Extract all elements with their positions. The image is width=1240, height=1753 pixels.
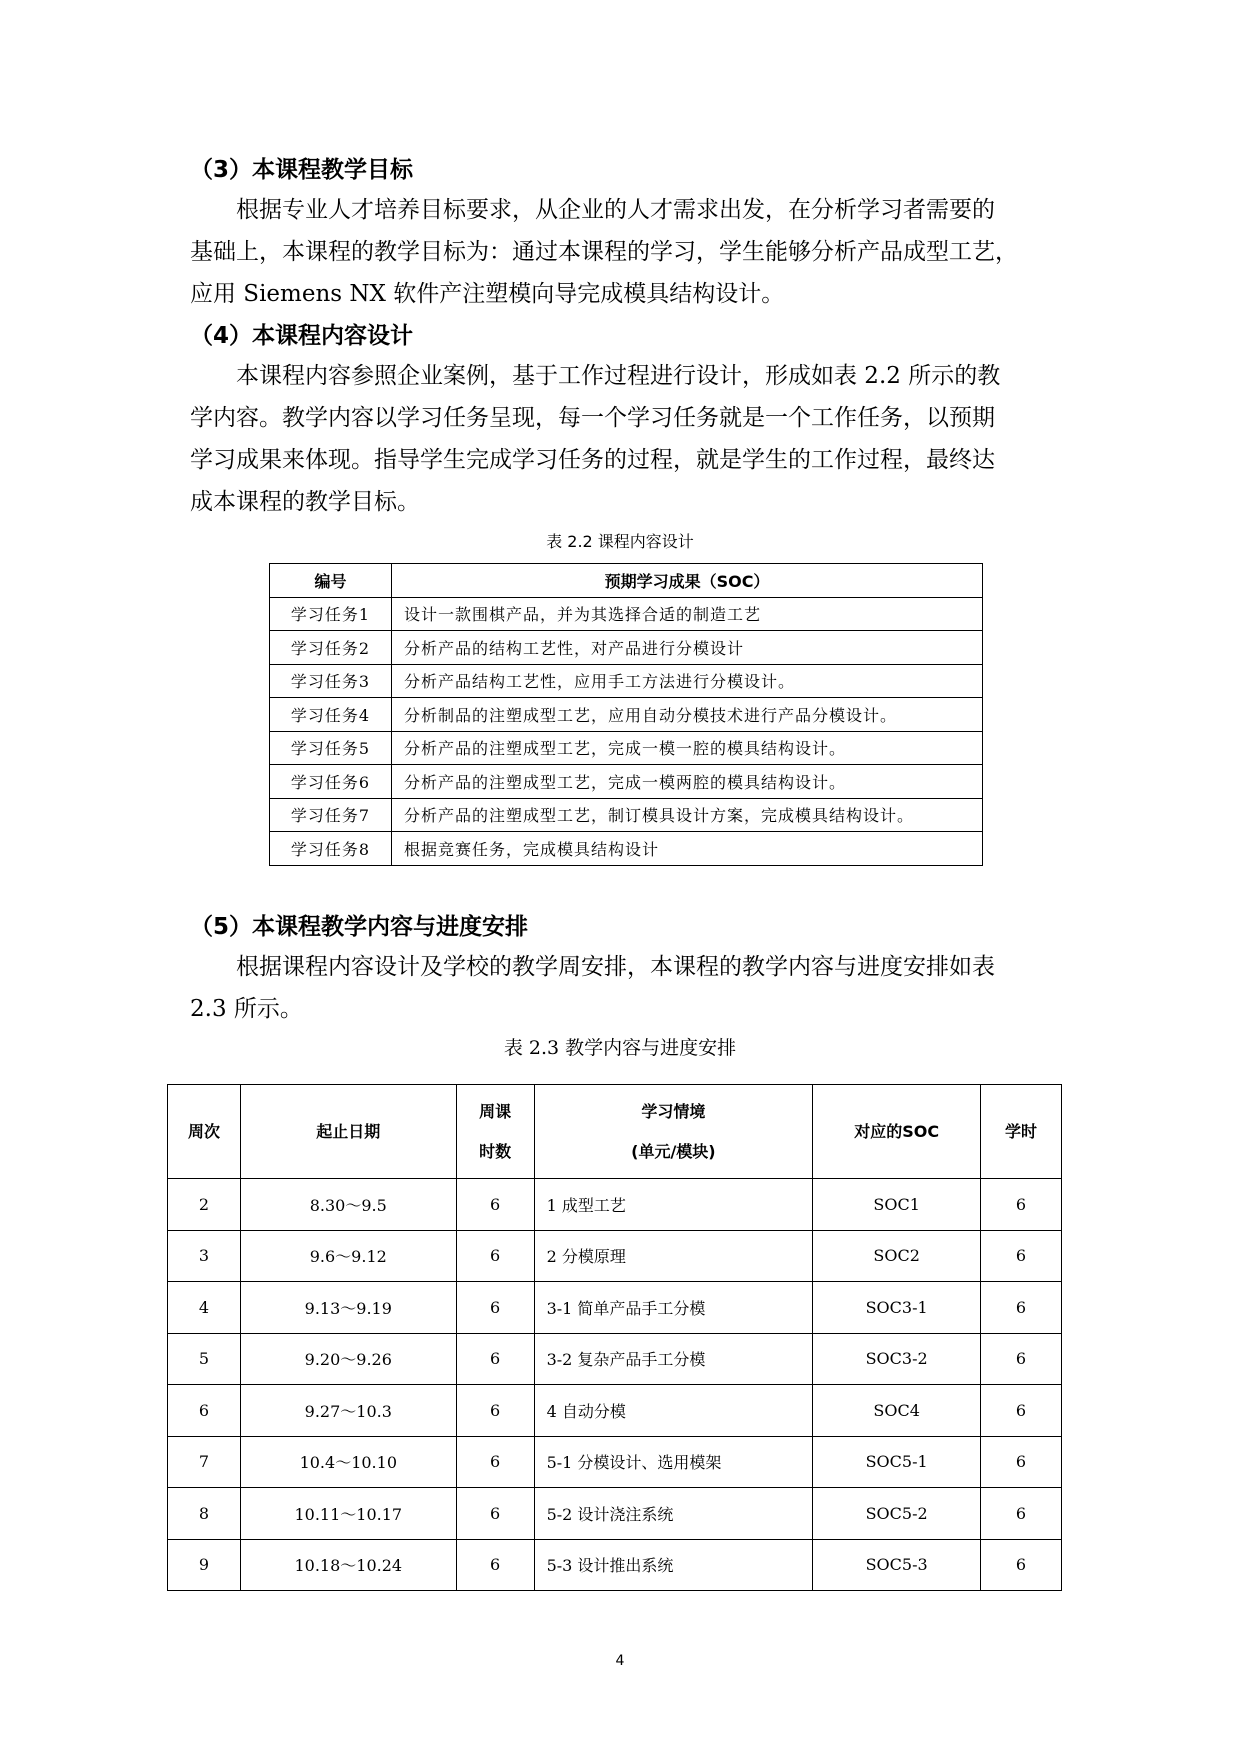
dates-cell: 10.18～10.24	[240, 1539, 456, 1591]
credit-cell: 6	[981, 1230, 1062, 1282]
column-header-number: 编号	[270, 564, 392, 598]
table-row	[270, 631, 983, 665]
situation-cell: 1 成型工艺	[534, 1179, 813, 1231]
table-row	[270, 664, 983, 698]
credit-cell: 6	[981, 1282, 1062, 1334]
hours-cell: 6	[456, 1436, 534, 1488]
table-caption-2-3: 表 2.3 教学内容与进度安排	[503, 1037, 737, 1059]
header-line: 学习情境	[641, 1101, 706, 1121]
section-heading-schedule: （5）本课程教学内容与进度安排	[190, 914, 529, 940]
dates-cell: 10.11～10.17	[240, 1488, 456, 1540]
paragraph-line: 成本课程的教学目标。	[190, 489, 420, 515]
soc-cell: SOC2	[813, 1230, 981, 1282]
table-row	[168, 1282, 1062, 1334]
task-id-cell: 学习任务8	[270, 832, 392, 866]
hours-cell: 6	[456, 1488, 534, 1540]
task-id-cell: 学习任务4	[270, 698, 392, 732]
credit-cell: 6	[981, 1488, 1062, 1540]
paragraph-schedule	[190, 946, 1065, 1030]
soc-cell: 分析产品结构工艺性，应用手工方法进行分模设计。	[392, 664, 983, 698]
table-row	[168, 1179, 1062, 1231]
section-heading-teaching-goals: （3）本课程教学目标	[190, 157, 414, 183]
table-header-row	[168, 1085, 1062, 1179]
dates-cell: 10.4～10.10	[240, 1436, 456, 1488]
header-line: (单元/模块)	[631, 1141, 716, 1161]
task-id-cell: 学习任务2	[270, 631, 392, 665]
week-cell: 6	[168, 1385, 241, 1437]
soc-cell: 根据竞赛任务，完成模具结构设计	[392, 832, 983, 866]
soc-cell: 分析产品的注塑成型工艺，完成一模两腔的模具结构设计。	[392, 765, 983, 799]
column-header-situation	[534, 1085, 813, 1179]
schedule-table	[167, 1084, 1062, 1591]
table-row	[168, 1230, 1062, 1282]
table-row	[168, 1385, 1062, 1437]
week-cell: 7	[168, 1436, 241, 1488]
table-row	[168, 1436, 1062, 1488]
week-cell: 5	[168, 1333, 241, 1385]
table-row	[270, 832, 983, 866]
table-row	[168, 1539, 1062, 1591]
task-id-cell: 学习任务5	[270, 731, 392, 765]
paragraph-line: 2.3 所示。	[190, 996, 303, 1022]
paragraph-line: 根据专业人才培养目标要求，从企业的人才需求出发，在分析学习者需要的	[190, 197, 995, 223]
paragraph-line: 基础上，本课程的教学目标为：通过本课程的学习，学生能够分析产品成型工艺，	[190, 239, 1018, 265]
paragraph-line: 应用 Siemens NX 软件产注塑模向导完成模具结构设计。	[190, 281, 785, 307]
hours-cell: 6	[456, 1333, 534, 1385]
hours-cell: 6	[456, 1539, 534, 1591]
soc-cell: 分析产品的结构工艺性，对产品进行分模设计	[392, 631, 983, 665]
credit-cell: 6	[981, 1539, 1062, 1591]
table-caption-2-2: 表 2.2 课程内容设计	[546, 532, 694, 551]
task-id-cell: 学习任务3	[270, 664, 392, 698]
soc-cell: SOC1	[813, 1179, 981, 1231]
table-row	[270, 731, 983, 765]
column-header-dates: 起止日期	[240, 1085, 456, 1179]
dates-cell: 9.27～10.3	[240, 1385, 456, 1437]
credit-cell: 6	[981, 1385, 1062, 1437]
soc-cell: SOC3-1	[813, 1282, 981, 1334]
credit-cell: 6	[981, 1179, 1062, 1231]
paragraph-line: 学习成果来体现。指导学生完成学习任务的过程，就是学生的工作过程，最终达	[190, 447, 995, 473]
dates-cell: 8.30～9.5	[240, 1179, 456, 1231]
credit-cell: 6	[981, 1436, 1062, 1488]
table-header-row	[270, 564, 983, 598]
paragraph-teaching-goals	[190, 189, 1065, 315]
week-cell: 2	[168, 1179, 241, 1231]
week-cell: 9	[168, 1539, 241, 1591]
soc-cell: SOC5-2	[813, 1488, 981, 1540]
soc-cell: 分析制品的注塑成型工艺，应用自动分模技术进行产品分模设计。	[392, 698, 983, 732]
paragraph-line: 学内容。教学内容以学习任务呈现，每一个学习任务就是一个工作任务，以预期	[190, 405, 995, 431]
column-header-soc: 预期学习成果（SOC）	[392, 564, 983, 598]
situation-cell: 3-2 复杂产品手工分模	[534, 1333, 813, 1385]
column-header-credit-hours: 学时	[981, 1085, 1062, 1179]
task-id-cell: 学习任务1	[270, 597, 392, 631]
week-cell: 8	[168, 1488, 241, 1540]
dates-cell: 9.6～9.12	[240, 1230, 456, 1282]
hours-cell: 6	[456, 1230, 534, 1282]
dates-cell: 9.20～9.26	[240, 1333, 456, 1385]
table-row	[168, 1488, 1062, 1540]
situation-cell: 2 分模原理	[534, 1230, 813, 1282]
dates-cell: 9.13～9.19	[240, 1282, 456, 1334]
task-id-cell: 学习任务6	[270, 765, 392, 799]
paragraph-line: 根据课程内容设计及学校的教学周安排，本课程的教学内容与进度安排如表	[190, 954, 995, 980]
credit-cell: 6	[981, 1333, 1062, 1385]
soc-cell: SOC5-1	[813, 1436, 981, 1488]
header-line: 时数	[479, 1141, 512, 1161]
soc-cell: SOC3-2	[813, 1333, 981, 1385]
table-row	[270, 765, 983, 799]
table-row	[270, 798, 983, 832]
page-number: 4	[615, 1653, 625, 1669]
situation-cell: 4 自动分模	[534, 1385, 813, 1437]
situation-cell: 5-3 设计推出系统	[534, 1539, 813, 1591]
soc-cell: 设计一款围棋产品，并为其选择合适的制造工艺	[392, 597, 983, 631]
week-cell: 3	[168, 1230, 241, 1282]
header-line: 周课	[479, 1101, 512, 1121]
paragraph-content-design	[190, 355, 1065, 523]
table-row	[270, 597, 983, 631]
table-row	[168, 1333, 1062, 1385]
week-cell: 4	[168, 1282, 241, 1334]
soc-cell: SOC4	[813, 1385, 981, 1437]
paragraph-line: 本课程内容参照企业案例，基于工作过程进行设计，形成如表 2.2 所示的教	[190, 363, 1001, 389]
column-header-soc: 对应的SOC	[813, 1085, 981, 1179]
course-content-table	[269, 563, 983, 866]
situation-cell: 5-1 分模设计、选用模架	[534, 1436, 813, 1488]
column-header-week: 周次	[168, 1085, 241, 1179]
section-heading-content-design: （4）本课程内容设计	[190, 323, 414, 349]
soc-cell: 分析产品的注塑成型工艺，完成一模一腔的模具结构设计。	[392, 731, 983, 765]
table-row	[270, 698, 983, 732]
hours-cell: 6	[456, 1385, 534, 1437]
soc-cell: 分析产品的注塑成型工艺，制订模具设计方案，完成模具结构设计。	[392, 798, 983, 832]
soc-cell: SOC5-3	[813, 1539, 981, 1591]
column-header-weekly-hours	[456, 1085, 534, 1179]
hours-cell: 6	[456, 1282, 534, 1334]
hours-cell: 6	[456, 1179, 534, 1231]
task-id-cell: 学习任务7	[270, 798, 392, 832]
situation-cell: 5-2 设计浇注系统	[534, 1488, 813, 1540]
situation-cell: 3-1 简单产品手工分模	[534, 1282, 813, 1334]
